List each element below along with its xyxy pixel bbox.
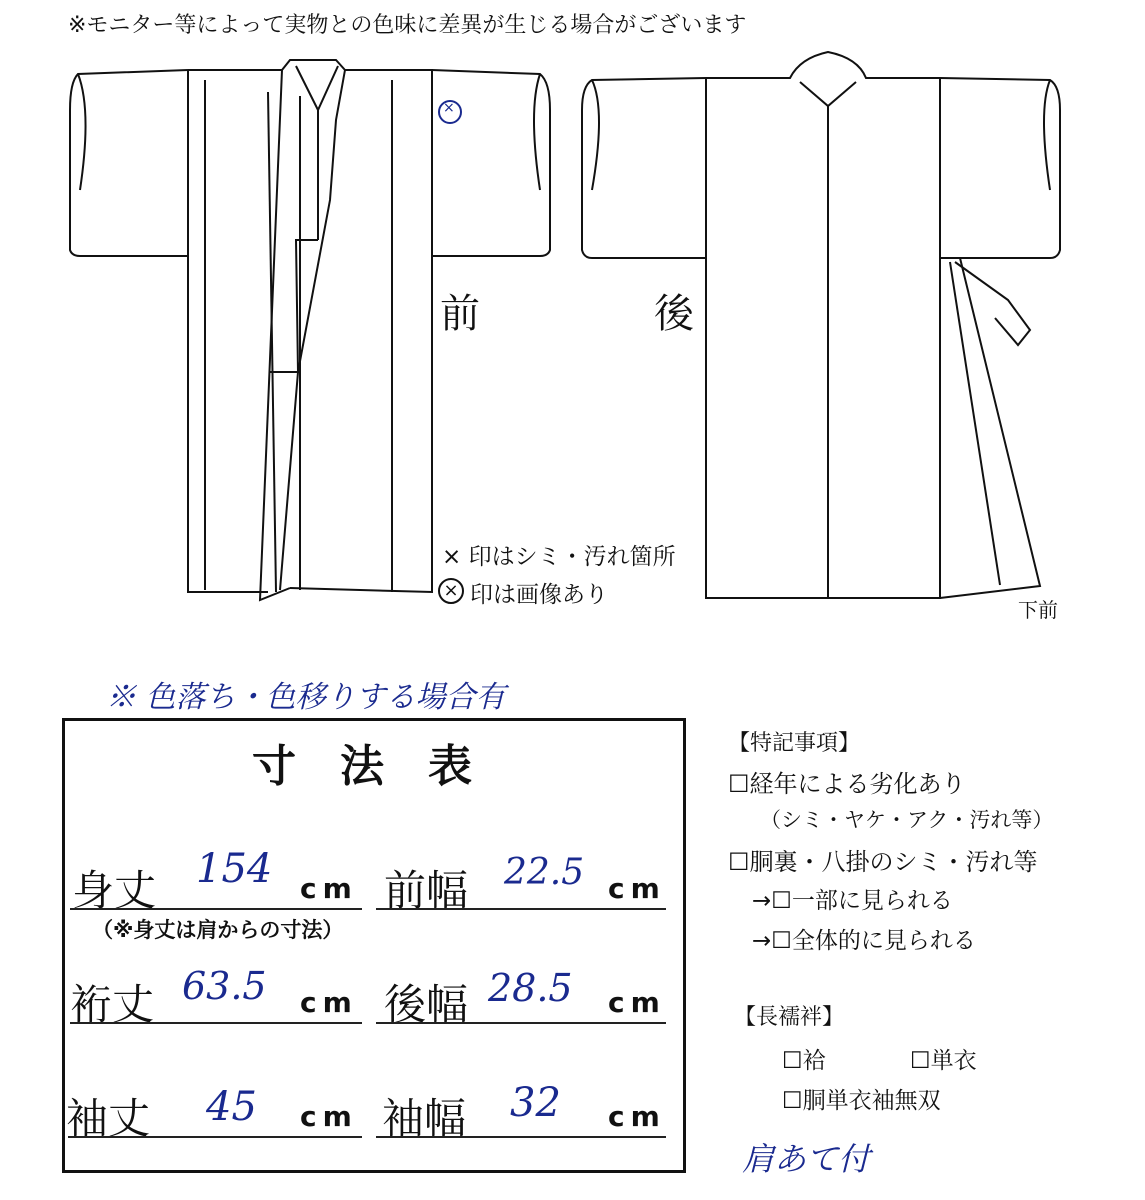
shoulder-pad-note: 肩あて付 [742, 1140, 871, 1178]
value-yukitake: 63.5 [182, 964, 267, 1008]
color-transfer-note: ※ 色落ち・色移りする場合有 [106, 680, 506, 715]
special-note-aging-detail: （シミ・ヤケ・アク・汚れ等） [760, 808, 1054, 832]
nagajuban-awase: ☐袷 [782, 1048, 826, 1074]
nagajuban-hitoe: ☐単衣 [910, 1048, 977, 1074]
special-note-aging: ☐経年による劣化あり [728, 770, 966, 798]
unit-ushirohaba: cm [608, 986, 666, 1019]
label-yukitake: 裄丈 [70, 980, 155, 1029]
nagajuban-heading: 【長襦袢】 [734, 1005, 845, 1030]
unit-yukitake: cm [300, 986, 358, 1019]
back-label: 後 [654, 291, 694, 337]
unit-maehaba: cm [608, 872, 666, 905]
label-sodetake: 袖丈 [66, 1094, 151, 1143]
table-title: 寸 法 表 [252, 741, 472, 792]
value-sodehaba: 32 [510, 1080, 561, 1126]
stain-mark-symbol: × [443, 100, 455, 116]
label-maehaba: 前幅 [384, 866, 469, 915]
special-notes-heading: 【特記事項】 [728, 731, 861, 756]
front-label: 前 [440, 291, 480, 337]
unit-sodehaba: cm [608, 1100, 666, 1133]
value-mitake: 154 [196, 846, 273, 892]
label-ushirohaba: 後幅 [384, 980, 469, 1029]
special-note-overall: →☐全体的に見られる [752, 928, 976, 954]
mitake-note: （※身丈は肩からの寸法） [92, 918, 344, 942]
nagajuban-dohitoe: ☐胴単衣袖無双 [782, 1088, 941, 1114]
value-maehaba: 22.5 [504, 852, 585, 893]
label-mitake: 身丈 [72, 866, 157, 915]
special-note-partial: →☐一部に見られる [752, 888, 953, 914]
value-sodetake: 45 [206, 1084, 257, 1130]
special-note-lining: ☐胴裏・八掛のシミ・汚れ等 [728, 848, 1038, 876]
value-ushirohaba: 28.5 [488, 966, 573, 1010]
label-sodehaba: 袖幅 [382, 1094, 467, 1143]
unit-sodetake: cm [300, 1100, 358, 1133]
unit-mitake: cm [300, 872, 358, 905]
legend-stain: × 印はシミ・汚れ箇所 [442, 544, 676, 570]
shitamae-label: 下前 [1018, 598, 1058, 622]
circled-x-icon: × [438, 578, 464, 604]
legend-image: 印は画像あり [470, 582, 608, 608]
color-notice: ※モニター等によって実物との色味に差異が生じる場合がございます [68, 13, 747, 38]
